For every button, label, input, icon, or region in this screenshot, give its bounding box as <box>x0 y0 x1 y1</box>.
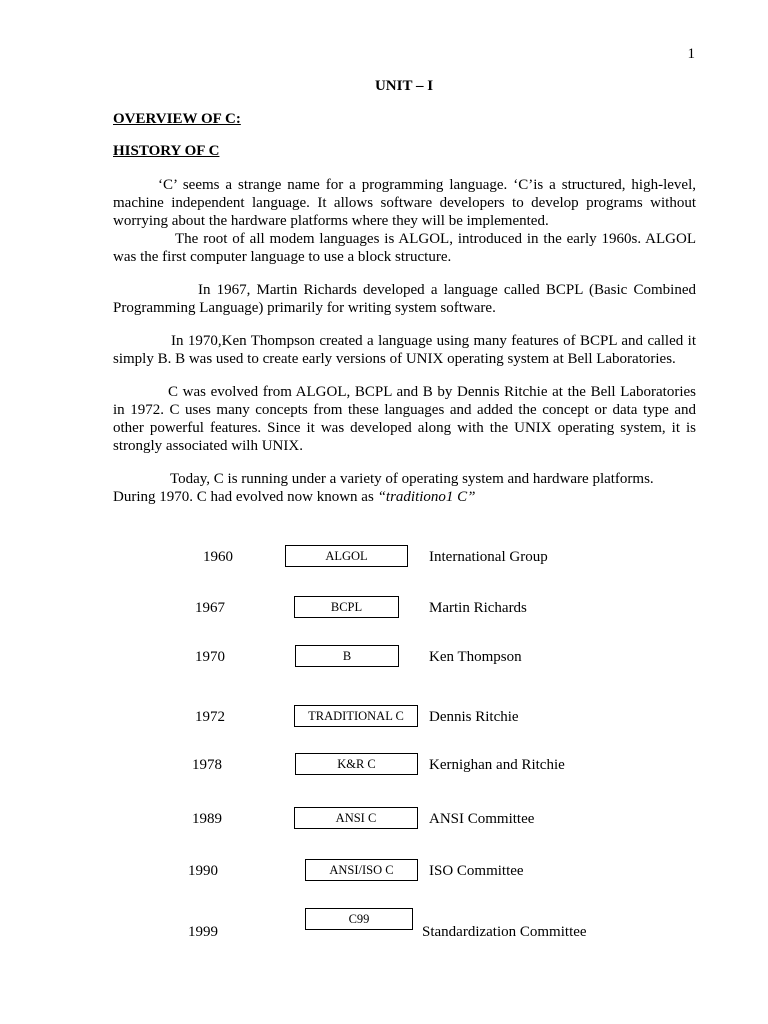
timeline-developer: ANSI Committee <box>429 811 535 827</box>
heading-overview: OVERVIEW OF C: <box>113 111 241 127</box>
paragraph-algol: The root of all modem languages is ALGOL, introduced in the early 1960s. ALGOL was the first computer language to use a block structure. <box>113 231 696 265</box>
timeline-developer: ISO Committee <box>429 863 524 879</box>
timeline-developer: Kernighan and Ritchie <box>429 757 565 773</box>
paragraph-c-name: ‘C’ seems a strange name for a programming language. ‘C’is a structured, high-level, machine independent language. It allows software developers to develop programs without worrying about the hardware platforms where they will be implemented. <box>113 177 696 229</box>
paragraph-bcpl: In 1967, Martin Richards developed a language called BCPL (Basic Combined Programming Language) primarily for writing system software. <box>113 282 696 316</box>
timeline-row <box>0 596 768 622</box>
timeline-row <box>0 545 768 571</box>
timeline-year: 1989 <box>192 811 222 827</box>
timeline-developer: International Group <box>429 549 548 565</box>
timeline-year: 1990 <box>188 863 218 879</box>
timeline-developer: Standardization Committee <box>422 924 587 940</box>
timeline-year: 1970 <box>195 649 225 665</box>
timeline-row <box>0 753 768 779</box>
paragraph-b-language: In 1970,Ken Thompson created a language using many features of BCPL and called it simply B. B was used to create early versions of UNIX operating system at Bell Laboratories. <box>113 333 696 367</box>
timeline-language-box: ANSI/ISO C <box>305 859 418 881</box>
timeline-year: 1967 <box>195 600 225 616</box>
unit-title: UNIT – I <box>374 78 434 94</box>
timeline-developer: Ken Thompson <box>429 649 522 665</box>
timeline-row <box>0 908 768 940</box>
timeline-language-box: ALGOL <box>285 545 408 567</box>
traditional-c-term: “traditiono1 C” <box>377 489 476 505</box>
paragraph-today-line1: Today, C is running under a variety of operating system and hardware platforms. <box>170 471 654 487</box>
timeline-language-box: ANSI C <box>294 807 418 829</box>
timeline-year: 1972 <box>195 709 225 725</box>
timeline-language-box: TRADITIONAL C <box>294 705 418 727</box>
timeline-row <box>0 859 768 885</box>
timeline-row <box>0 705 768 731</box>
timeline-year: 1978 <box>192 757 222 773</box>
timeline-language-box: B <box>295 645 399 667</box>
timeline-year: 1960 <box>203 549 233 565</box>
timeline-developer: Martin Richards <box>429 600 527 616</box>
timeline-developer: Dennis Ritchie <box>429 709 519 725</box>
timeline-language-box: C99 <box>305 908 413 930</box>
timeline-language-box: K&R C <box>295 753 418 775</box>
page-number: 1 <box>687 46 695 62</box>
paragraph-c-evolution: C was evolved from ALGOL, BCPL and B by Dennis Ritchie at the Bell Laboratories in 1972. C uses many concepts from these languages and added the concept or data type and other powerful features. Since it was developed along with the UNIX operating system, it is strongly associated wilh UNIX. <box>113 384 696 454</box>
timeline-language-box: BCPL <box>294 596 399 618</box>
timeline-row <box>0 645 768 671</box>
timeline-year: 1999 <box>188 924 218 940</box>
paragraph-today <box>113 470 696 506</box>
heading-history: HISTORY OF C <box>113 143 220 159</box>
timeline-row <box>0 807 768 833</box>
paragraph-today-line2: During 1970. C had evolved now known as <box>113 489 378 505</box>
